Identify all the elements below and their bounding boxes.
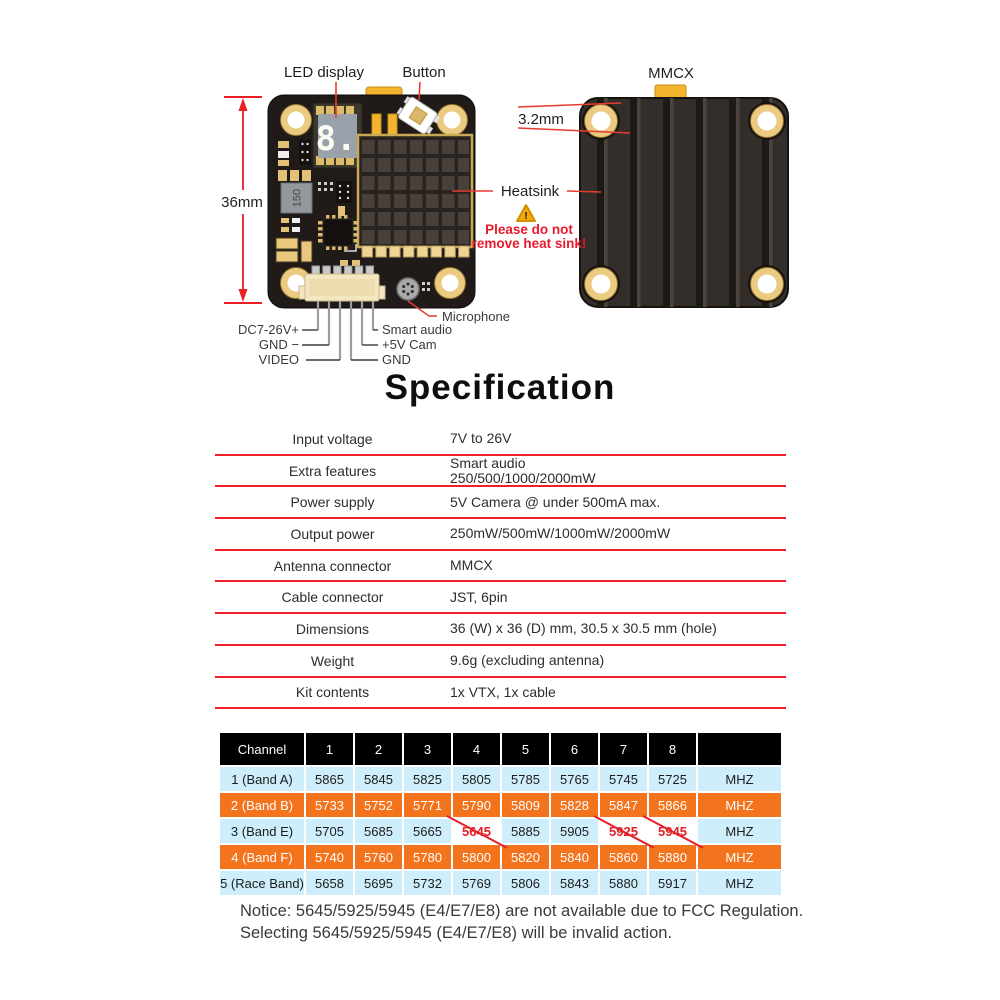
freq-cell: 5880 bbox=[649, 845, 696, 869]
unit-cell: MHZ bbox=[698, 819, 781, 843]
spec-row-label: Kit contents bbox=[295, 684, 370, 701]
spec-row-label: Antenna connector bbox=[273, 557, 392, 574]
hole-diameter-label: 3.2mm bbox=[518, 111, 564, 128]
freq-cell: 5705 bbox=[306, 819, 353, 843]
freq-cell-restricted: 5925 bbox=[600, 819, 647, 843]
pin-label-smart-audio: Smart audio bbox=[382, 322, 453, 337]
freq-cell: 5732 bbox=[404, 871, 451, 895]
freq-cell: 5809 bbox=[502, 793, 549, 817]
freq-cell: 5685 bbox=[355, 819, 402, 843]
svg-text:150: 150 bbox=[291, 188, 304, 208]
pinout-annotations bbox=[238, 301, 510, 367]
channel-row bbox=[220, 845, 781, 869]
freq-cell: 5790 bbox=[453, 793, 500, 817]
spec-row-value: MMCX bbox=[450, 557, 493, 574]
spec-table bbox=[215, 424, 786, 709]
freq-cell: 5825 bbox=[404, 767, 451, 791]
spec-row-label: Output power bbox=[290, 525, 375, 542]
freq-cell: 5733 bbox=[306, 793, 353, 817]
spec-row-value: JST, 6pin bbox=[450, 588, 508, 605]
heatsink-label: Heatsink bbox=[500, 183, 560, 200]
spec-row-label: Dimensions bbox=[295, 620, 370, 637]
pin-label-video: VIDEO bbox=[258, 352, 299, 367]
channel-header-cell: 2 bbox=[355, 733, 402, 765]
led-digit: 8. bbox=[315, 119, 357, 159]
notice-line1: Notice: 5645/5925/5945 (E4/E7/E8) are not available due to FCC Regulation. bbox=[240, 902, 804, 920]
channel-header-cell: Channel bbox=[220, 733, 304, 765]
freq-cell: 5800 bbox=[453, 845, 500, 869]
dimension-36mm bbox=[221, 97, 263, 303]
freq-cell: 5880 bbox=[600, 871, 647, 895]
freq-cell: 5785 bbox=[502, 767, 549, 791]
inductor bbox=[281, 183, 312, 213]
freq-cell: 5725 bbox=[649, 767, 696, 791]
freq-cell: 5752 bbox=[355, 793, 402, 817]
freq-cell: 5805 bbox=[453, 767, 500, 791]
microphone bbox=[397, 278, 419, 300]
mmcx-label: MMCX bbox=[648, 65, 694, 82]
channel-row bbox=[220, 767, 781, 791]
pin-label-gnd-right: GND bbox=[382, 352, 411, 367]
channel-header-cell: 3 bbox=[404, 733, 451, 765]
channel-row bbox=[220, 819, 781, 843]
spec-title: Specification bbox=[384, 368, 616, 407]
freq-cell: 5820 bbox=[502, 845, 549, 869]
unit-cell: MHZ bbox=[698, 793, 781, 817]
pin-label-gnd-left: GND − bbox=[258, 337, 299, 352]
band-label-cell: 1 (Band A) bbox=[220, 767, 304, 791]
notice-line2: Selecting 5645/5925/5945 (E4/E7/E8) will be invalid action. bbox=[240, 923, 673, 942]
band-label-cell: 3 (Band E) bbox=[220, 819, 304, 843]
spec-row bbox=[215, 551, 786, 583]
spec-row bbox=[215, 487, 786, 519]
button-label: Button bbox=[402, 64, 446, 81]
freq-cell: 5745 bbox=[600, 767, 647, 791]
freq-cell: 5840 bbox=[551, 845, 598, 869]
freq-cell: 5866 bbox=[649, 793, 696, 817]
band-label-cell: 4 (Band F) bbox=[220, 845, 304, 869]
spec-row bbox=[215, 424, 786, 456]
spec-row-value: 250mW/500mW/1000mW/2000mW bbox=[450, 525, 671, 542]
spec-row-label: Power supply bbox=[290, 494, 375, 511]
heatsink-front bbox=[358, 135, 472, 257]
spec-row-value: 36 (W) x 36 (D) mm, 30.5 x 30.5 mm (hole) bbox=[450, 620, 717, 637]
freq-cell-restricted: 5645 bbox=[453, 819, 500, 843]
freq-cell: 5771 bbox=[404, 793, 451, 817]
spec-row bbox=[215, 678, 786, 710]
channel-row bbox=[220, 793, 781, 817]
freq-cell: 5860 bbox=[600, 845, 647, 869]
fcc-notice bbox=[240, 901, 803, 944]
microphone-label: Microphone bbox=[442, 309, 510, 324]
spec-row-label: Extra features bbox=[288, 462, 377, 479]
spec-row-value: Smart audio 250/500/1000/2000mW bbox=[450, 454, 596, 486]
spec-row-value: 5V Camera @ under 500mA max. bbox=[450, 493, 661, 510]
freq-cell: 5665 bbox=[404, 819, 451, 843]
channel-header-cell: 8 bbox=[649, 733, 696, 765]
freq-cell: 5695 bbox=[355, 871, 402, 895]
spec-row bbox=[215, 646, 786, 678]
pin-label-power: DC7-26V+ bbox=[237, 322, 299, 337]
channel-header-cell: 5 bbox=[502, 733, 549, 765]
led-display bbox=[313, 103, 362, 168]
spec-row-value: 7V to 26V bbox=[450, 430, 512, 447]
vtx-back-view bbox=[580, 65, 788, 307]
freq-cell: 5905 bbox=[551, 819, 598, 843]
spec-row-label: Input voltage bbox=[292, 430, 373, 447]
freq-cell: 5828 bbox=[551, 793, 598, 817]
hardware-diagram bbox=[0, 0, 1000, 372]
spec-row-label: Weight bbox=[310, 652, 355, 669]
spec-row bbox=[215, 582, 786, 614]
channel-row bbox=[220, 871, 781, 895]
channel-header-cell bbox=[698, 733, 781, 765]
freq-cell: 5806 bbox=[502, 871, 549, 895]
freq-cell: 5765 bbox=[551, 767, 598, 791]
freq-cell: 5760 bbox=[355, 845, 402, 869]
unit-cell: MHZ bbox=[698, 767, 781, 791]
warning-exclamation: ! bbox=[524, 211, 528, 222]
pin-label-5v-cam: +5V Cam bbox=[382, 337, 437, 352]
board-height-label: 36mm bbox=[221, 194, 263, 211]
unit-cell: MHZ bbox=[698, 845, 781, 869]
channel-header-cell: 6 bbox=[551, 733, 598, 765]
channel-header-cell: 4 bbox=[453, 733, 500, 765]
freq-cell: 5847 bbox=[600, 793, 647, 817]
freq-cell: 5885 bbox=[502, 819, 549, 843]
warning-text-line2: remove heat sink! bbox=[471, 236, 587, 251]
freq-cell: 5740 bbox=[306, 845, 353, 869]
warning-text-line1: Please do not bbox=[485, 222, 573, 237]
spec-row bbox=[215, 519, 786, 551]
spec-row bbox=[215, 614, 786, 646]
unit-cell: MHZ bbox=[698, 871, 781, 895]
spec-row bbox=[215, 456, 786, 488]
channel-header-cell: 7 bbox=[600, 733, 647, 765]
freq-cell: 5780 bbox=[404, 845, 451, 869]
ic-chip bbox=[318, 215, 358, 251]
freq-cell: 5658 bbox=[306, 871, 353, 895]
channel-table bbox=[218, 731, 783, 897]
freq-cell: 5843 bbox=[551, 871, 598, 895]
spec-row-label: Cable connector bbox=[281, 589, 384, 606]
freq-cell: 5865 bbox=[306, 767, 353, 791]
freq-cell-restricted: 5945 bbox=[649, 819, 696, 843]
spec-row-value: 9.6g (excluding antenna) bbox=[450, 652, 605, 669]
band-label-cell: 5 (Race Band) bbox=[220, 871, 304, 895]
spec-row-value: 1x VTX, 1x cable bbox=[450, 683, 556, 700]
freq-cell: 5769 bbox=[453, 871, 500, 895]
led-display-label: LED display bbox=[283, 64, 365, 81]
vtx-front-view bbox=[268, 87, 475, 308]
channel-header-cell: 1 bbox=[306, 733, 353, 765]
band-label-cell: 2 (Band B) bbox=[220, 793, 304, 817]
freq-cell: 5917 bbox=[649, 871, 696, 895]
freq-cell: 5845 bbox=[355, 767, 402, 791]
